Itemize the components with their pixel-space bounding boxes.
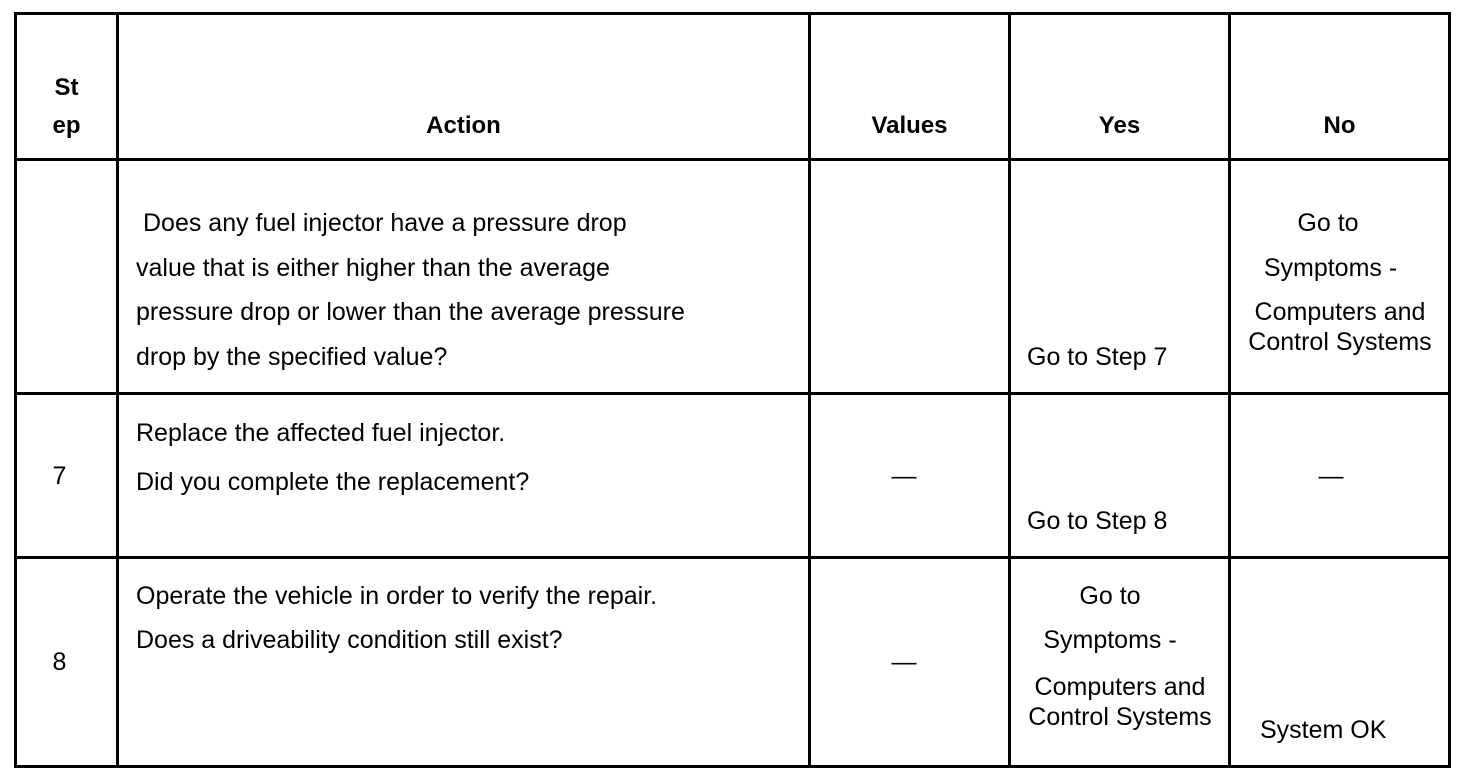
action-text: pressure drop or lower than the average pressure <box>136 298 685 326</box>
header-step-line2: ep <box>52 112 81 139</box>
header-action: Action <box>426 112 501 139</box>
yes-text: Go to Step 7 <box>1027 343 1168 371</box>
table-border-bottom <box>14 765 1451 768</box>
yes-text: Go to <box>1079 582 1141 610</box>
row-divider <box>14 556 1451 559</box>
action-text: Does any fuel injector have a pressure drop <box>143 209 627 237</box>
no-text: Computers and <box>1254 298 1426 326</box>
no-text: System OK <box>1260 716 1387 744</box>
table-border-top <box>14 12 1451 15</box>
header-no: No <box>1323 112 1356 139</box>
action-text: Does a driveability condition still exist? <box>136 626 563 654</box>
action-text: Operate the vehicle in order to verify the repair. <box>136 582 658 610</box>
values-text: — <box>891 648 917 676</box>
action-text: Did you complete the replacement? <box>136 468 530 496</box>
action-text: Replace the affected fuel injector. <box>136 419 506 447</box>
header-values: Values <box>871 112 948 139</box>
no-text: Symptoms - <box>1263 254 1398 282</box>
step-number: 8 <box>52 648 67 676</box>
yes-text: Control Systems <box>1028 703 1212 731</box>
step-number: 7 <box>52 462 67 490</box>
yes-text: Go to Step 8 <box>1027 507 1168 535</box>
table-border-right <box>1448 12 1451 768</box>
header-yes: Yes <box>1098 112 1141 139</box>
values-text: — <box>891 462 917 490</box>
action-text: drop by the specified value? <box>136 343 448 371</box>
no-text: — <box>1318 462 1344 490</box>
row-divider <box>14 392 1451 395</box>
yes-text: Computers and <box>1034 673 1206 701</box>
header-step-line1: St <box>54 74 79 101</box>
no-text: Go to <box>1297 209 1359 237</box>
no-text: Control Systems <box>1248 328 1432 356</box>
action-text: value that is either higher than the average <box>136 254 610 282</box>
yes-text: Symptoms - <box>1043 626 1177 654</box>
row-divider <box>14 158 1451 161</box>
